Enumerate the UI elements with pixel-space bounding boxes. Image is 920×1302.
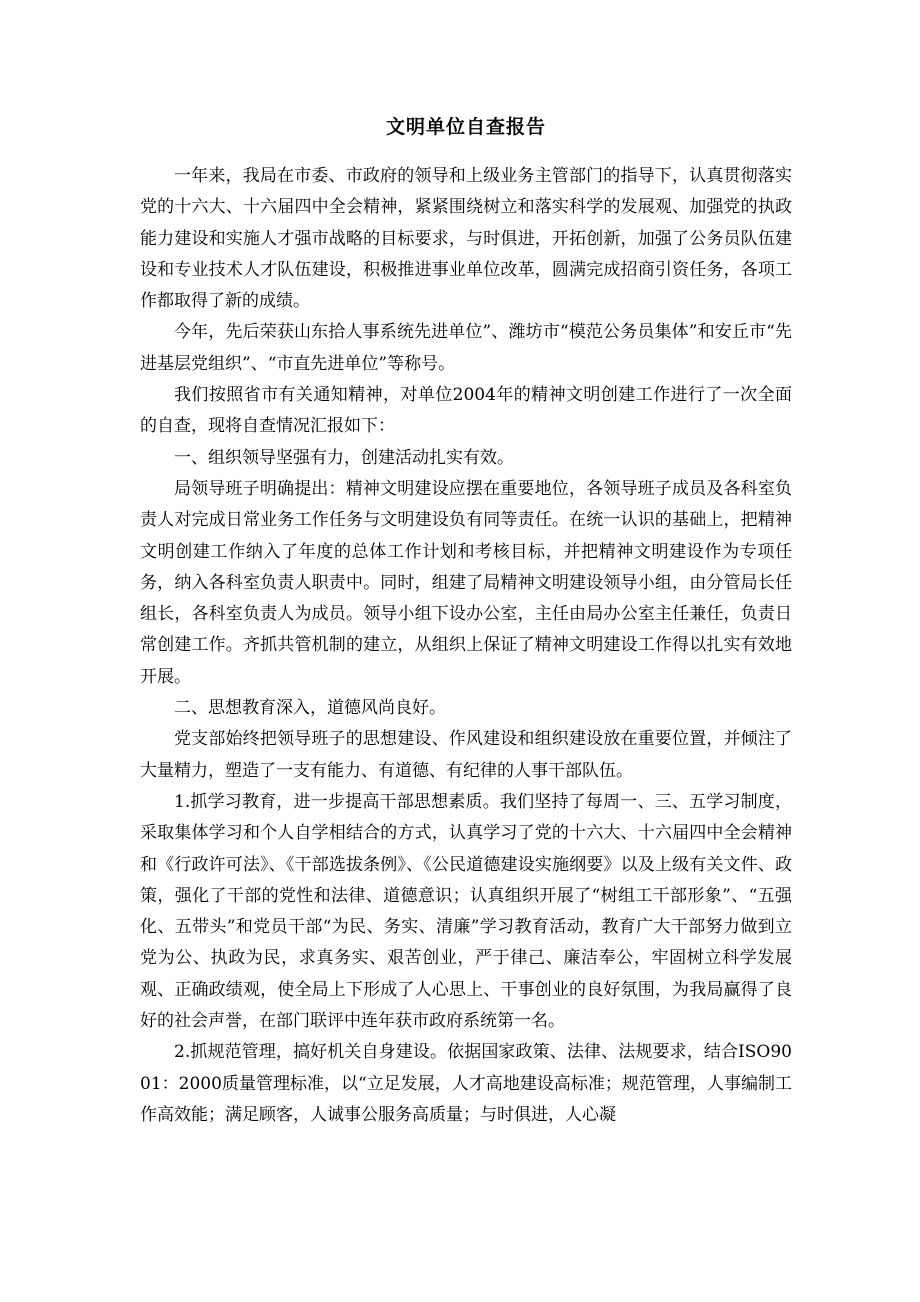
section-heading-1: 一、组织领导坚强有力，创建活动扎实有效。 xyxy=(174,447,514,468)
paragraph-study-education: 1.抓学习教育，进一步提高干部思想素质。我们坚持了每周一、三、五学习制度，采取集体学习和个人自学相结合的方式，认真学习了党的十六大、十六届四中全会精神和《行政许可法》、《干部选拔条例》、《公民道德建设实施纲要》以及上级有关文件、政策，强化了干部的党性和法律、道德意识；认真组织开展了“树组工干部形象”、“五强化、五带头”和党员干部“为民、务实、清廉”学习教育活动，教育广大干部努力做到立党为公、执政为民，求真务实、艰苦创业，严于律己、廉洁奉公，牢固树立科学发展观、正确政绩观，使全局上下形成了人心思上、干事创业的良好氛围，为我局赢得了良好的社会声誉，在部门联评中连年获市政府系统第一名。 xyxy=(140,791,792,1032)
paragraph-leadership: 局领导班子明确提出：精神文明建设应摆在重要地位，各领导班子成员及各科室负责人对完成日常业务工作任务与文明建设负有同等责任。在统一认识的基础上，把精神文明创建工作纳入了年度的总体工作计划和考核目标，并把精神文明建设作为专项任务，纳入各科室负责人职责中。同时，组建了局精神文明建设领导小组，由分管局长任组长，各科室负责人为成员。领导小组下设办公室，主任由局办公室主任兼任，负责日常创建工作。齐抓共管机制的建立，从组织上保证了精神文明建设工作得以扎实有效地开展。 xyxy=(140,478,792,687)
paragraph-self-check: 我们按照省市有关通知精神，对单位2004年的精神文明创建工作进行了一次全面的自查，现将自查情况汇报如下： xyxy=(140,385,792,437)
paragraph-intro: 一年来，我局在市委、市政府的领导和上级业务主管部门的指导下，认真贯彻落实党的十六大、十六届四中全会精神，紧紧围绕树立和落实科学的发展观、加强党的执政能力建设和实施人才强市战略的目标要求，与时俱进，开拓创新，加强了公务员队伍建设和专业技术人才队伍建设，积极推进事业单位改革，圆满完成招商引资任务，各项工作都取得了新的成绩。 xyxy=(140,166,792,312)
paragraph-party-branch: 党支部始终把领导班子的思想建设、作风建设和组织建设放在重要位置，并倾注了大量精力，塑造了一支有能力、有道德、有纪律的人事干部队伍。 xyxy=(140,729,792,781)
paragraph-standard-management: 2.抓规范管理，搞好机关自身建设。依据国家政策、法律、法规要求，结合ISO9001：2000质量管理标准，以“立足发展，人才高地建设高标准；规范管理，人事编制工作高效能；满足顾客，人诚事公服务高质量；与时俱进，人心凝 xyxy=(140,1042,792,1125)
document-page xyxy=(140,112,792,1131)
document-title: 文明单位自查报告 xyxy=(385,116,546,138)
paragraph-honors: 今年，先后荣获山东拾人事系统先进单位”、潍坊市“模范公务员集体”和安丘市“先进基层党组织”、“市直先进单位”等称号。 xyxy=(140,322,792,374)
section-heading-2: 二、思想教育深入，道德风尚良好。 xyxy=(174,698,446,719)
